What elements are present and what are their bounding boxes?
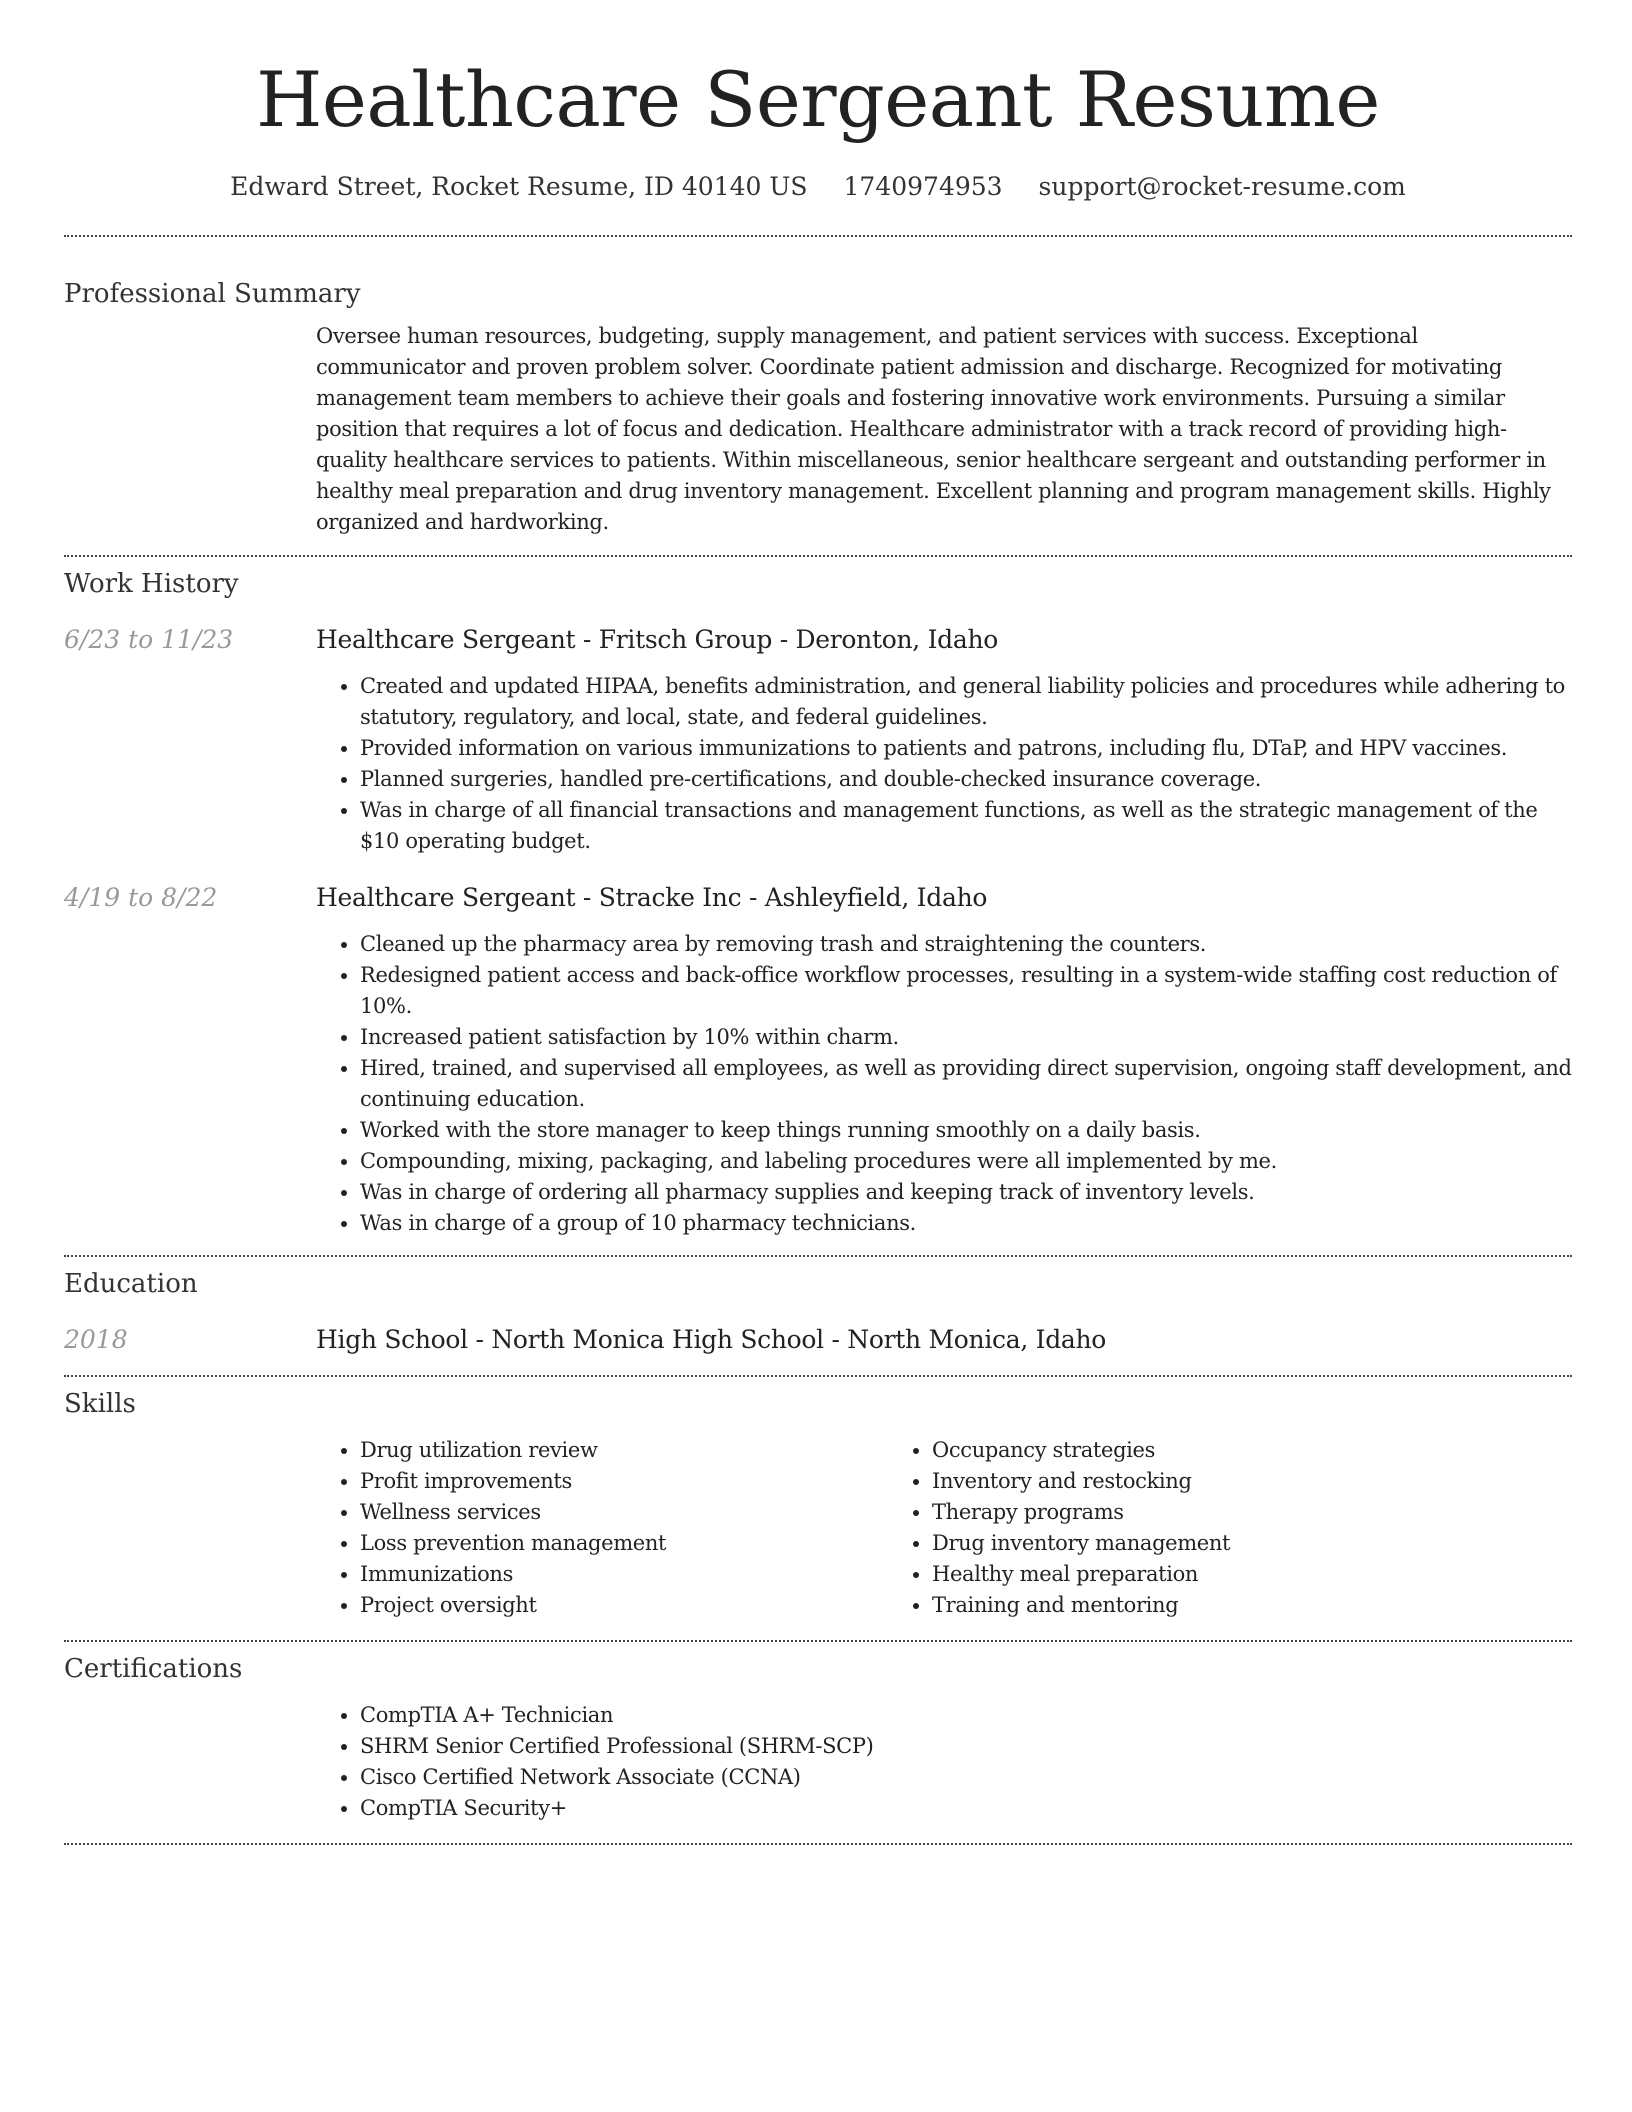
job-dates: 6/23 to 11/23	[64, 625, 234, 654]
skill-item: • Healthy meal preparation	[932, 1559, 1230, 1590]
job-bullet: • Increased patient satisfaction by 10% within charm.	[360, 1022, 1572, 1053]
skills-columns	[316, 1435, 1572, 1621]
job-bullet: • Created and updated HIPAA, benefits administration, and general liability policies and procedures while adhering to statutory, regulatory, and local, state, and federal guidelines.	[360, 671, 1572, 733]
certification-item: • SHRM Senior Certified Professional (SHRM-SCP)	[360, 1731, 1572, 1762]
section-divider	[64, 1640, 1572, 1642]
section-divider	[64, 235, 1572, 237]
skill-item: • Wellness services	[360, 1497, 888, 1528]
job-bullet: • Was in charge of a group of 10 pharmacy technicians.	[360, 1208, 1572, 1239]
resume-title: Healthcare Sergeant Resume	[256, 55, 1380, 144]
skill-item: • Immunizations	[360, 1559, 888, 1590]
summary-heading: Professional Summary	[64, 279, 361, 309]
job-bullet-list	[316, 671, 1572, 857]
section-divider	[64, 1843, 1572, 1845]
skills-list-left	[316, 1435, 888, 1621]
resume-page	[64, 0, 1572, 1845]
job-bullet: • Cleaned up the pharmacy area by removing trash and straightening the counters.	[360, 929, 1572, 960]
job-entry	[64, 623, 1572, 657]
job-bullet: • Planned surgeries, handled pre-certifications, and double-checked insurance coverage.	[360, 764, 1572, 795]
job-bullet: • Redesigned patient access and back-office workflow processes, resulting in a system-wide staffing cost reduction of 10%.	[360, 960, 1572, 1022]
job-bullet-list	[316, 929, 1572, 1239]
education-heading: Education	[64, 1269, 198, 1299]
contact-email: support@rocket-resume.com	[1038, 172, 1406, 201]
skills-heading: Skills	[64, 1389, 136, 1419]
skill-item: • Training and mentoring	[932, 1590, 1230, 1621]
section-divider	[64, 1255, 1572, 1257]
contact-line	[64, 170, 1572, 204]
work-history-heading: Work History	[64, 569, 239, 599]
skill-item: • Drug inventory management	[932, 1528, 1230, 1559]
skill-item: • Profit improvements	[360, 1466, 888, 1497]
job-bullet: • Worked with the store manager to keep things running smoothly on a daily basis.	[360, 1115, 1572, 1146]
skill-item: • Drug utilization review	[360, 1435, 888, 1466]
skills-list-right	[888, 1435, 1230, 1621]
section-divider	[64, 555, 1572, 557]
education-degree: High School - North Monica High School - North Monica, Idaho	[316, 1325, 1107, 1354]
section-divider	[64, 1375, 1572, 1377]
contact-address: Edward Street, Rocket Resume, ID 40140 US	[230, 172, 808, 201]
skill-item: • Loss prevention management	[360, 1528, 888, 1559]
job-entry	[64, 881, 1572, 915]
certification-item: • Cisco Certified Network Associate (CCNA)	[360, 1762, 1572, 1793]
certifications-list	[316, 1700, 1572, 1824]
skill-item: • Inventory and restocking	[932, 1466, 1230, 1497]
skill-item: • Project oversight	[360, 1590, 888, 1621]
job-dates: 4/19 to 8/22	[64, 883, 218, 912]
job-bullet: • Hired, trained, and supervised all employees, as well as providing direct supervision, ongoing staff development, and continuing education.	[360, 1053, 1572, 1115]
summary-text: Oversee human resources, budgeting, supply management, and patient services with success. Exceptional communicator and proven problem solver. Coordinate patient admission and discharge. Recognized for motivating management team members to achieve their goals and fostering innovative work environments. Pursuing a similar position that requires a lot of focus and dedication. Healthcare administrator with a track record of providing high-quality healthcare services to patients. Within miscellaneous, senior healthcare sergeant and outstanding performer in healthy meal preparation and drug inventory management. Excellent planning and program management skills. Highly organized and hardworking.	[316, 324, 1551, 534]
job-title: Healthcare Sergeant - Stracke Inc - Ashleyfield, Idaho	[316, 883, 988, 912]
education-entry	[64, 1323, 1572, 1357]
skill-item: • Occupancy strategies	[932, 1435, 1230, 1466]
job-bullet: • Compounding, mixing, packaging, and labeling procedures were all implemented by me.	[360, 1146, 1572, 1177]
job-title: Healthcare Sergeant - Fritsch Group - Deronton, Idaho	[316, 625, 999, 654]
certification-item: • CompTIA Security+	[360, 1793, 1572, 1824]
education-year: 2018	[64, 1325, 128, 1354]
certification-item: • CompTIA A+ Technician	[360, 1700, 1572, 1731]
certifications-heading: Certifications	[64, 1654, 243, 1684]
job-bullet: • Provided information on various immunizations to patients and patrons, including flu, DTaP, and HPV vaccines.	[360, 733, 1572, 764]
job-bullet: • Was in charge of ordering all pharmacy supplies and keeping track of inventory levels.	[360, 1177, 1572, 1208]
skill-item: • Therapy programs	[932, 1497, 1230, 1528]
job-bullet: • Was in charge of all financial transactions and management functions, as well as the strategic management of the $10 operating budget.	[360, 795, 1572, 857]
contact-phone: 1740974953	[843, 172, 1003, 201]
